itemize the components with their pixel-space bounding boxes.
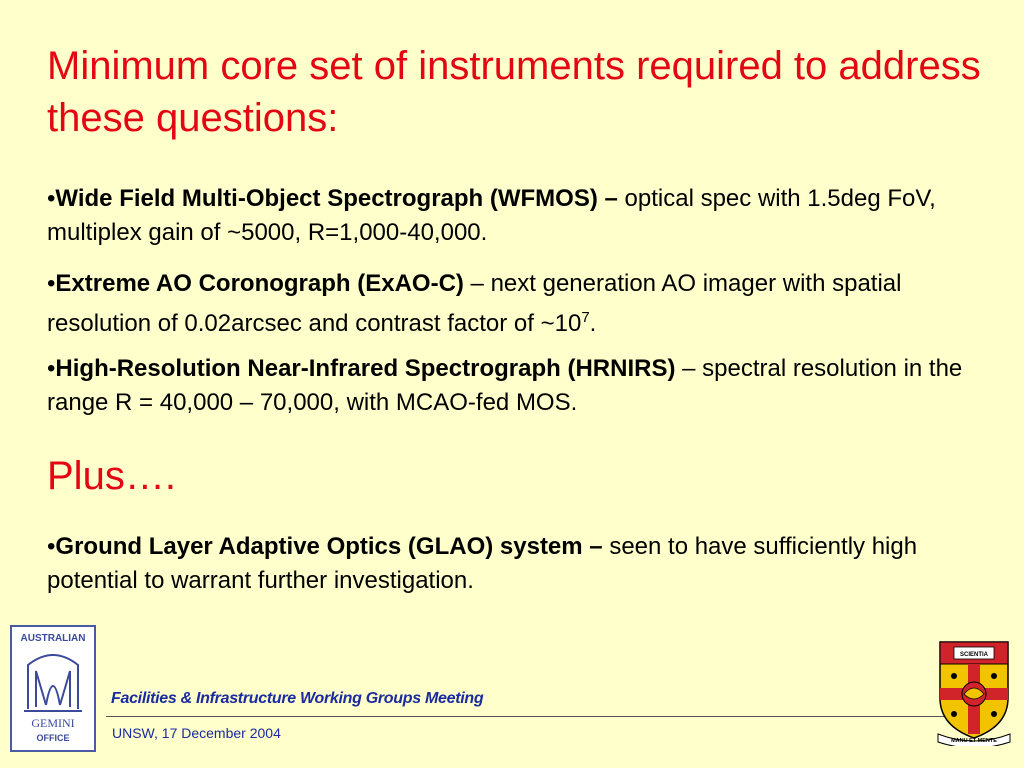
bullet-wfmos-text: optical spec with 1.5deg FoV, multiplex gain of ~5000, R=1,000-40,000. xyxy=(47,185,936,246)
bullet-glao: •Ground Layer Adaptive Optics (GLAO) system – seen to have sufficiently high potential to warrant further investigation. xyxy=(47,533,918,594)
bullet-exaoc-bold: Extreme AO Coronograph (ExAO-C) xyxy=(55,270,464,297)
bullet-glao-bold: Ground Layer Adaptive Optics (GLAO) system – xyxy=(55,533,610,560)
logo-line2: GEMINI xyxy=(31,716,75,730)
crest-book-text: SCIENTIA xyxy=(959,652,989,658)
bullet-exaoc-text: – next generation AO imager with spatial resolution of 0.02arcsec and contrast factor of ~10 xyxy=(47,270,902,337)
footer-meeting-title: Facilities & Infrastructure Working Groups Meeting xyxy=(111,690,484,707)
gemini-logo-icon xyxy=(12,627,94,750)
bullet-hrnirs-text: – spectral resolution in the range R = 40,000 – 70,000, with MCAO-fed MOS. xyxy=(47,355,963,416)
logo-line1: AUSTRALIAN xyxy=(20,633,86,644)
footer-place-date: UNSW, 17 December 2004 xyxy=(112,725,281,741)
bullet-wfmos: •Wide Field Multi-Object Spectrograph (WFMOS) – optical spec with 1.5deg FoV, multiplex gain of ~5000, R=1,000-40,000. xyxy=(47,185,936,246)
crest-motto: MANU ET MENTE xyxy=(951,738,997,744)
slide-title: Minimum core set of instruments required to address these questions: xyxy=(47,44,981,140)
bullet-hrnirs-bold: High-Resolution Near-Infrared Spectrograph (HRNIRS) xyxy=(55,355,676,382)
unsw-crest-icon xyxy=(934,638,1014,746)
footer-divider xyxy=(106,716,946,717)
plus-heading: Plus…. xyxy=(47,454,176,498)
bullet-exaoc: •Extreme AO Coronograph (ExAO-C) – next generation AO imager with spatial resolution of 0.02arcsec and contrast factor of $\sim 10^7$. xyxy=(47,270,902,337)
bullet-hrnirs: •High-Resolution Near-Infrared Spectrograph (HRNIRS) – spectral resolution in the range R = 40,000 – 70,000, with MCAO-fed MOS. xyxy=(47,355,963,416)
bullet-glao-text: seen to have sufficiently high potential to warrant further investigation. xyxy=(47,533,918,594)
bullet-wfmos-bold: Wide Field Multi-Object Spectrograph (WFMOS) – xyxy=(55,185,625,212)
bullet-exaoc-end: . xyxy=(589,310,597,337)
logo-line3: OFFICE xyxy=(36,733,70,743)
bullet-exaoc-sup: 7 xyxy=(581,309,590,326)
australian-gemini-office-logo xyxy=(10,625,96,752)
